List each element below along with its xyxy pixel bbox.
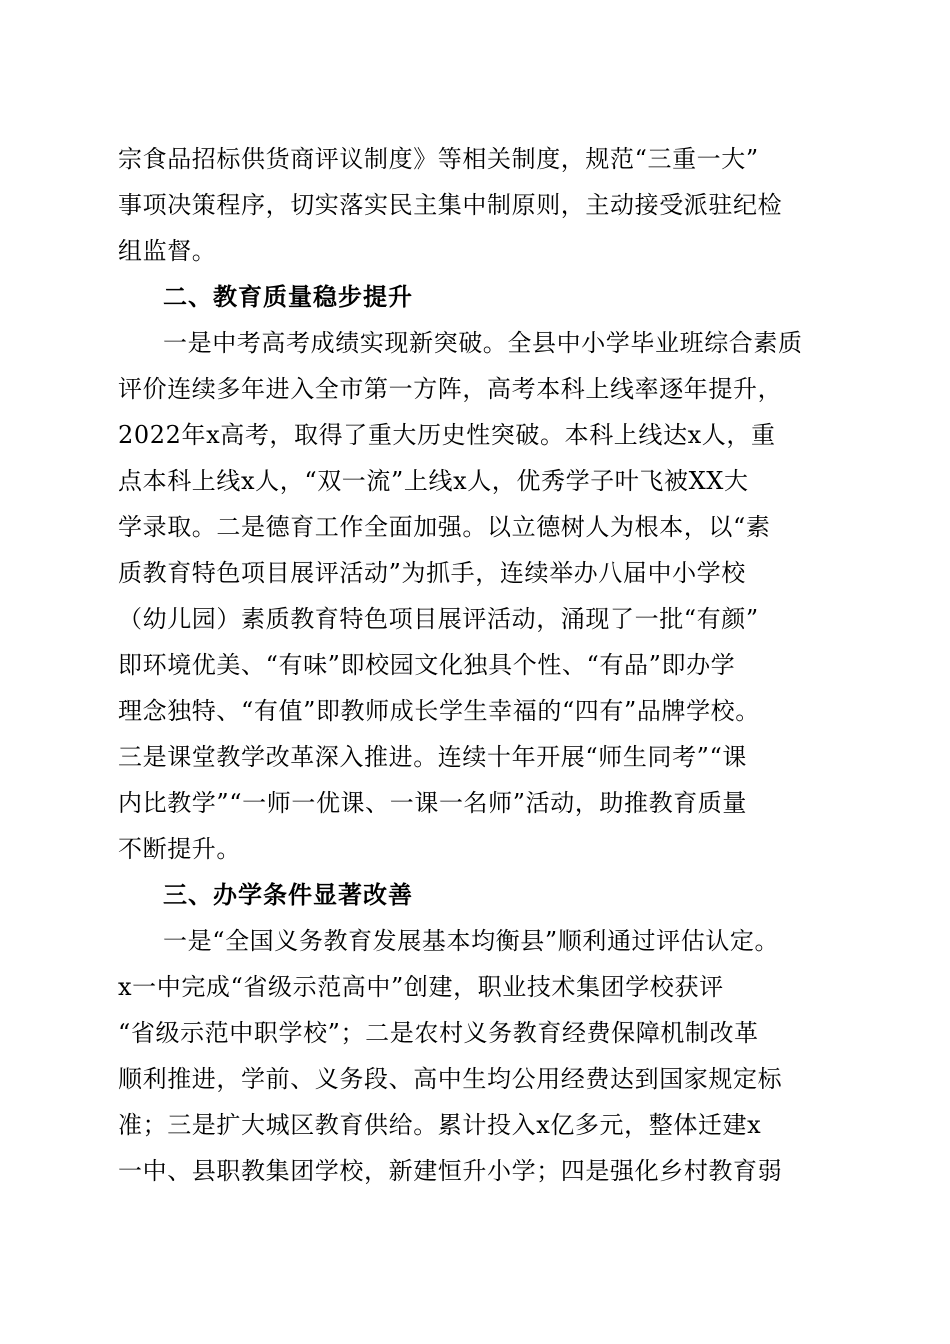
text-line-10: 质教育特色项目展评活动”为抓手，连续举办八届中小学校 bbox=[118, 559, 746, 587]
text-line-15: 内比教学”“一师一优课、一课一名师”活动，助推教育质量 bbox=[118, 789, 748, 817]
paragraph-start-line-2: 一是“全国义务教育发展基本均衡县”顺利通过评估认定。 bbox=[163, 927, 780, 955]
text-line-23: 一中、县职教集团学校，新建恒升小学；四是强化乡村教育弱 bbox=[118, 1157, 783, 1185]
text-line-8: 点本科上线x人，“双一流”上线x人，优秀学子叶飞被XX大 bbox=[118, 467, 749, 495]
text-line-6: 评价连续多年进入全市第一方阵，高考本科上线率逐年提升， bbox=[118, 375, 783, 403]
text-line-19: x一中完成“省级示范高中”创建，职业技术集团学校获评 bbox=[118, 973, 724, 1001]
text-line-11: （幼儿园）素质教育特色项目展评活动，涌现了一批“有颜” bbox=[118, 605, 759, 633]
text-line-21: 顺利推进，学前、义务段、高中生均公用经费达到国家规定标 bbox=[118, 1065, 783, 1093]
section-heading-2: 二、教育质量稳步提升 bbox=[163, 283, 413, 311]
text-line-22: 准；三是扩大城区教育供给。累计投入x亿多元，整体迁建x bbox=[118, 1111, 762, 1139]
text-line-13: 理念独特、“有值”即教师成长学生幸福的“四有”品牌学校。 bbox=[118, 697, 760, 725]
text-line-16: 不断提升。 bbox=[118, 835, 241, 863]
text-line-20: “省级示范中职学校”；二是农村义务教育经费保障机制改革 bbox=[118, 1019, 759, 1047]
text-line-12: 即环境优美、“有味”即校园文化独具个性、“有品”即办学 bbox=[118, 651, 736, 679]
text-line-1: 宗食品招标供货商评议制度》等相关制度，规范“三重一大” bbox=[118, 145, 759, 173]
text-line-9: 学录取。二是德育工作全面加强。以立德树人为根本，以“素 bbox=[118, 513, 771, 541]
paragraph-start-line: 一是中考高考成绩实现新突破。全县中小学毕业班综合素质 bbox=[163, 329, 803, 357]
text-line-2: 事项决策程序，切实落实民主集中制原则，主动接受派驻纪检 bbox=[118, 191, 783, 219]
text-line-7: 2022年x高考，取得了重大历史性突破。本科上线达x人，重 bbox=[118, 421, 776, 449]
section-heading-3: 三、办学条件显著改善 bbox=[163, 881, 413, 909]
text-line-14: 三是课堂教学改革深入推进。连续十年开展“师生同考”“课 bbox=[118, 743, 748, 771]
text-line-3: 组监督。 bbox=[118, 237, 217, 265]
